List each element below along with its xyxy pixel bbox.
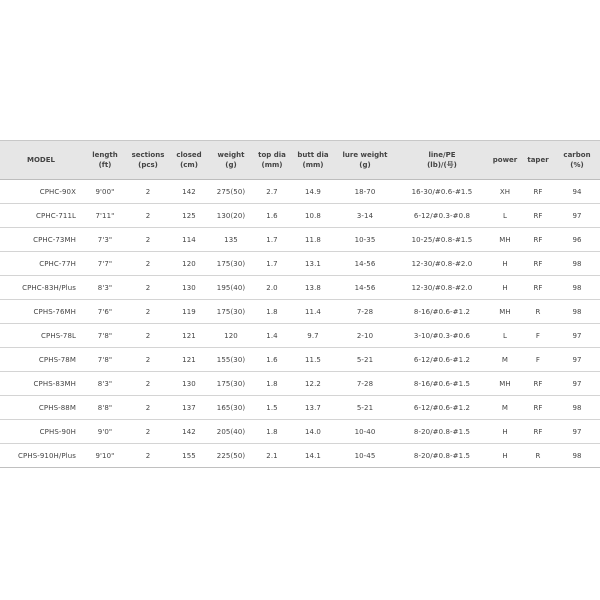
cell-taper: RF	[522, 204, 554, 228]
cell-line-pe: 12-30/#0.8-#2.0	[396, 252, 488, 276]
cell-weight: 205(40)	[210, 420, 252, 444]
cell-taper: F	[522, 324, 554, 348]
cell-butt-dia: 13.8	[292, 276, 334, 300]
cell-lure-weight: 7-28	[334, 300, 396, 324]
cell-top-dia: 1.8	[252, 420, 292, 444]
cell-closed: 130	[168, 372, 210, 396]
cell-lure-weight: 5-21	[334, 348, 396, 372]
table-row	[0, 396, 600, 420]
cell-top-dia: 1.7	[252, 228, 292, 252]
cell-length: 9'00"	[82, 180, 128, 204]
cell-closed: 142	[168, 420, 210, 444]
cell-line-pe: 16-30/#0.6-#1.5	[396, 180, 488, 204]
column-header-label: lure weight	[342, 151, 388, 159]
cell-closed: 137	[168, 396, 210, 420]
cell-model: CPHS-78M	[0, 348, 82, 372]
column-header-lure-weight	[334, 141, 396, 180]
cell-carbon: 97	[554, 204, 600, 228]
cell-taper: RF	[522, 420, 554, 444]
column-header-taper	[522, 141, 554, 180]
cell-power: MH	[488, 300, 522, 324]
cell-carbon: 98	[554, 276, 600, 300]
cell-power: H	[488, 252, 522, 276]
cell-length: 8'8"	[82, 396, 128, 420]
cell-weight: 225(50)	[210, 444, 252, 468]
cell-lure-weight: 2-10	[334, 324, 396, 348]
column-header-line-pe	[396, 141, 488, 180]
cell-line-pe: 6-12/#0.6-#1.2	[396, 348, 488, 372]
cell-carbon: 98	[554, 252, 600, 276]
column-header-sections	[128, 141, 168, 180]
cell-carbon: 97	[554, 372, 600, 396]
cell-top-dia: 2.7	[252, 180, 292, 204]
cell-weight: 175(30)	[210, 372, 252, 396]
cell-sections: 2	[128, 324, 168, 348]
column-header-weight	[210, 141, 252, 180]
cell-sections: 2	[128, 228, 168, 252]
cell-sections: 2	[128, 348, 168, 372]
table-row	[0, 324, 600, 348]
cell-length: 7'3"	[82, 228, 128, 252]
cell-sections: 2	[128, 180, 168, 204]
cell-model: CPHC-73MH	[0, 228, 82, 252]
cell-carbon: 96	[554, 228, 600, 252]
cell-carbon: 97	[554, 420, 600, 444]
cell-model: CPHS-76MH	[0, 300, 82, 324]
column-header-length	[82, 141, 128, 180]
cell-closed: 155	[168, 444, 210, 468]
cell-butt-dia: 11.8	[292, 228, 334, 252]
cell-sections: 2	[128, 276, 168, 300]
cell-power: L	[488, 324, 522, 348]
cell-taper: RF	[522, 180, 554, 204]
cell-taper: RF	[522, 252, 554, 276]
cell-length: 7'8"	[82, 324, 128, 348]
cell-taper: RF	[522, 396, 554, 420]
cell-sections: 2	[128, 420, 168, 444]
column-header-label: carbon	[563, 151, 591, 159]
cell-taper: F	[522, 348, 554, 372]
cell-butt-dia: 14.1	[292, 444, 334, 468]
table-row	[0, 372, 600, 396]
table-row	[0, 300, 600, 324]
cell-line-pe: 6-12/#0.6-#1.2	[396, 396, 488, 420]
cell-power: M	[488, 348, 522, 372]
column-header-unit: (lb)/(号)	[427, 161, 457, 169]
cell-model: CPHS-88M	[0, 396, 82, 420]
cell-sections: 2	[128, 300, 168, 324]
column-header-carbon	[554, 141, 600, 180]
cell-line-pe: 12-30/#0.8-#2.0	[396, 276, 488, 300]
table-row	[0, 228, 600, 252]
column-header-label: line/PE	[428, 151, 456, 159]
cell-model: CPHS-90H	[0, 420, 82, 444]
cell-closed: 130	[168, 276, 210, 300]
cell-weight: 195(40)	[210, 276, 252, 300]
column-header-model	[0, 141, 82, 180]
cell-top-dia: 2.1	[252, 444, 292, 468]
cell-butt-dia: 10.8	[292, 204, 334, 228]
column-header-butt-dia	[292, 141, 334, 180]
cell-lure-weight: 14-56	[334, 276, 396, 300]
cell-line-pe: 10-25/#0.8-#1.5	[396, 228, 488, 252]
cell-closed: 119	[168, 300, 210, 324]
cell-closed: 125	[168, 204, 210, 228]
cell-power: L	[488, 204, 522, 228]
cell-lure-weight: 10-45	[334, 444, 396, 468]
header-row	[0, 141, 600, 180]
table-header	[0, 141, 600, 180]
table-row	[0, 252, 600, 276]
cell-line-pe: 3-10/#0.3-#0.6	[396, 324, 488, 348]
cell-lure-weight: 3-14	[334, 204, 396, 228]
cell-closed: 121	[168, 324, 210, 348]
cell-power: H	[488, 276, 522, 300]
cell-carbon: 98	[554, 444, 600, 468]
table-row	[0, 444, 600, 468]
cell-model: CPHS-78L	[0, 324, 82, 348]
column-header-unit: (g)	[225, 161, 237, 169]
cell-model: CPHC-77H	[0, 252, 82, 276]
cell-length: 9'0"	[82, 420, 128, 444]
cell-length: 8'3"	[82, 276, 128, 300]
column-header-label: power	[492, 156, 518, 164]
column-header-unit: (g)	[359, 161, 371, 169]
cell-carbon: 98	[554, 300, 600, 324]
cell-weight: 120	[210, 324, 252, 348]
column-header-unit: (mm)	[302, 161, 324, 169]
cell-power: H	[488, 420, 522, 444]
cell-length: 8'3"	[82, 372, 128, 396]
column-header-label: weight	[217, 151, 245, 159]
cell-lure-weight: 5-21	[334, 396, 396, 420]
cell-model: CPHC-711L	[0, 204, 82, 228]
table-row	[0, 276, 600, 300]
cell-power: M	[488, 396, 522, 420]
cell-closed: 120	[168, 252, 210, 276]
cell-top-dia: 1.5	[252, 396, 292, 420]
cell-top-dia: 1.8	[252, 300, 292, 324]
cell-sections: 2	[128, 444, 168, 468]
cell-lure-weight: 18-70	[334, 180, 396, 204]
column-header-unit: (mm)	[261, 161, 283, 169]
cell-butt-dia: 13.7	[292, 396, 334, 420]
cell-carbon: 94	[554, 180, 600, 204]
cell-lure-weight: 14-56	[334, 252, 396, 276]
column-header-unit: (ft)	[98, 161, 112, 169]
cell-butt-dia: 9.7	[292, 324, 334, 348]
cell-closed: 142	[168, 180, 210, 204]
cell-top-dia: 1.8	[252, 372, 292, 396]
cell-butt-dia: 13.1	[292, 252, 334, 276]
column-header-label: top dia	[258, 151, 286, 159]
cell-weight: 175(30)	[210, 252, 252, 276]
cell-line-pe: 8-20/#0.8-#1.5	[396, 444, 488, 468]
cell-weight: 275(50)	[210, 180, 252, 204]
cell-length: 7'6"	[82, 300, 128, 324]
column-header-top-dia	[252, 141, 292, 180]
cell-top-dia: 2.0	[252, 276, 292, 300]
cell-model: CPHC-90X	[0, 180, 82, 204]
cell-taper: R	[522, 444, 554, 468]
cell-weight: 155(30)	[210, 348, 252, 372]
cell-power: XH	[488, 180, 522, 204]
cell-line-pe: 8-16/#0.6-#1.5	[396, 372, 488, 396]
table-body	[0, 180, 600, 468]
cell-weight: 135	[210, 228, 252, 252]
cell-line-pe: 8-20/#0.8-#1.5	[396, 420, 488, 444]
column-header-label: sections	[131, 151, 165, 159]
cell-top-dia: 1.6	[252, 204, 292, 228]
cell-butt-dia: 14.0	[292, 420, 334, 444]
cell-length: 7'11"	[82, 204, 128, 228]
cell-weight: 175(30)	[210, 300, 252, 324]
cell-sections: 2	[128, 252, 168, 276]
column-header-label: taper	[527, 156, 549, 164]
cell-taper: RF	[522, 372, 554, 396]
rod-spec-table	[0, 140, 600, 468]
cell-weight: 165(30)	[210, 396, 252, 420]
cell-power: MH	[488, 228, 522, 252]
cell-sections: 2	[128, 396, 168, 420]
cell-butt-dia: 12.2	[292, 372, 334, 396]
cell-carbon: 97	[554, 324, 600, 348]
cell-butt-dia: 11.5	[292, 348, 334, 372]
cell-closed: 121	[168, 348, 210, 372]
cell-lure-weight: 10-40	[334, 420, 396, 444]
table-row	[0, 204, 600, 228]
column-header-closed	[168, 141, 210, 180]
cell-carbon: 97	[554, 348, 600, 372]
cell-length: 9'10"	[82, 444, 128, 468]
cell-model: CPHS-910H/Plus	[0, 444, 82, 468]
cell-sections: 2	[128, 372, 168, 396]
cell-weight: 130(20)	[210, 204, 252, 228]
cell-sections: 2	[128, 204, 168, 228]
cell-line-pe: 8-16/#0.6-#1.2	[396, 300, 488, 324]
cell-line-pe: 6-12/#0.3-#0.8	[396, 204, 488, 228]
cell-butt-dia: 14.9	[292, 180, 334, 204]
cell-carbon: 98	[554, 396, 600, 420]
table-row	[0, 180, 600, 204]
column-header-power	[488, 141, 522, 180]
cell-length: 7'7"	[82, 252, 128, 276]
column-header-label: butt dia	[297, 151, 329, 159]
column-header-label: closed	[176, 151, 202, 159]
cell-power: MH	[488, 372, 522, 396]
cell-closed: 114	[168, 228, 210, 252]
cell-top-dia: 1.4	[252, 324, 292, 348]
column-header-label: MODEL	[27, 156, 55, 164]
cell-taper: R	[522, 300, 554, 324]
cell-butt-dia: 11.4	[292, 300, 334, 324]
table-row	[0, 348, 600, 372]
column-header-unit: (pcs)	[138, 161, 158, 169]
cell-lure-weight: 7-28	[334, 372, 396, 396]
table-row	[0, 420, 600, 444]
cell-lure-weight: 10-35	[334, 228, 396, 252]
column-header-unit: (%)	[570, 161, 584, 169]
column-header-label: length	[92, 151, 118, 159]
cell-top-dia: 1.7	[252, 252, 292, 276]
cell-model: CPHS-83MH	[0, 372, 82, 396]
cell-length: 7'8"	[82, 348, 128, 372]
cell-model: CPHC-83H/Plus	[0, 276, 82, 300]
cell-power: H	[488, 444, 522, 468]
column-header-unit: (cm)	[180, 161, 198, 169]
cell-taper: RF	[522, 228, 554, 252]
cell-top-dia: 1.6	[252, 348, 292, 372]
cell-taper: RF	[522, 276, 554, 300]
